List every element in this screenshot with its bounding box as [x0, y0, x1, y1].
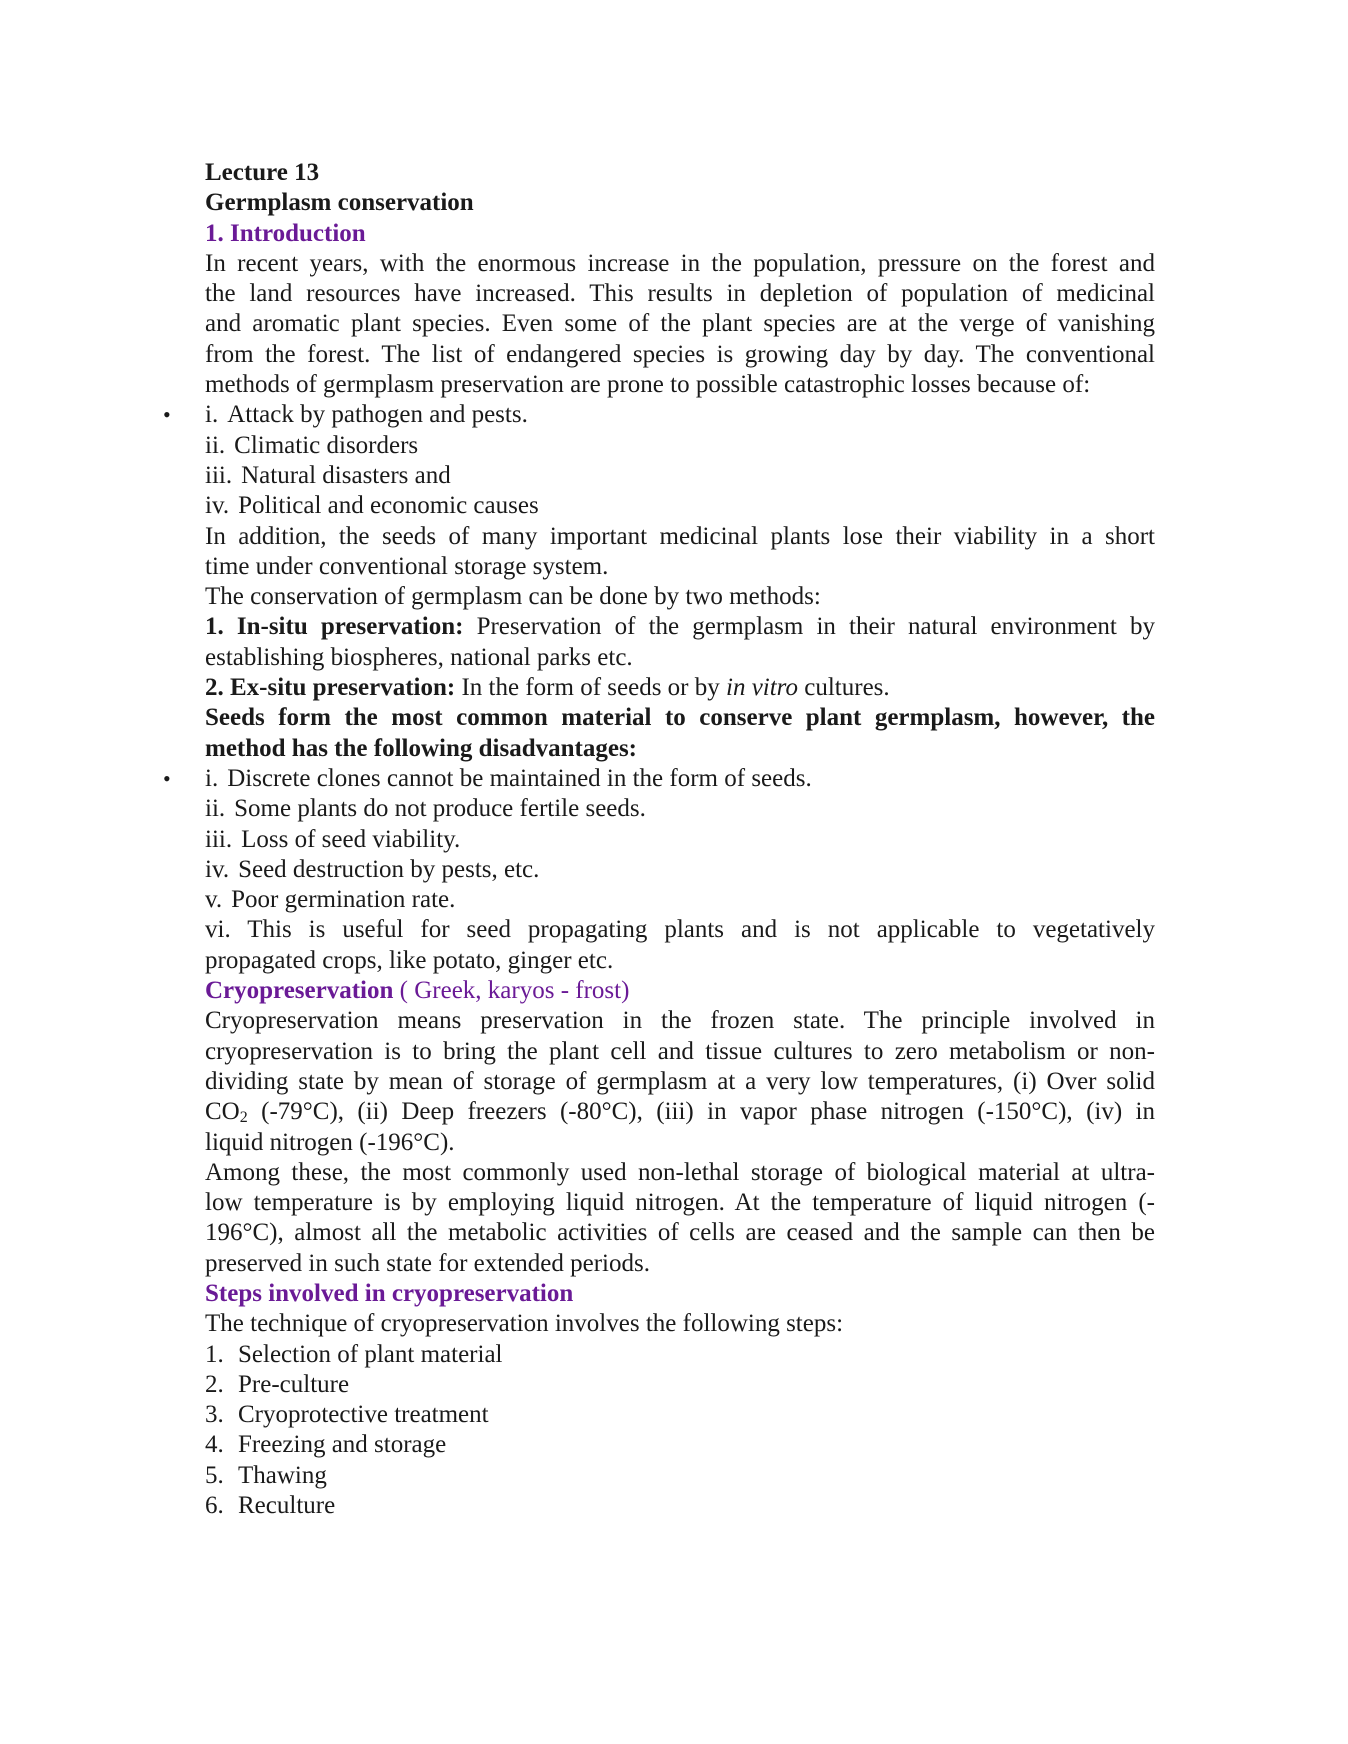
list-item: [205, 855, 1155, 885]
bullet-icon: •: [163, 765, 171, 791]
list-item: [205, 1430, 1155, 1460]
list-text: Pre-culture: [238, 1370, 350, 1398]
text-line: propagated crops, like potato, ginger etc.: [205, 946, 614, 974]
list-item: [205, 885, 1155, 915]
text-line: Cryopreservation means preservation in the frozen state. The principle involved in: [205, 1007, 1155, 1035]
text-line: low temperature is by employing liquid nitrogen. At the temperature of liquid nitrogen (-: [205, 1189, 1155, 1217]
list-number: iii.: [205, 461, 233, 489]
cryo-paragraph-2: [205, 1158, 1155, 1279]
list-number: 3.: [205, 1401, 224, 1429]
page-title: Germplasm conservation: [205, 189, 474, 217]
text-line: cryopreservation is to bring the plant cell and tissue cultures to zero metabolism or non-: [205, 1037, 1155, 1065]
exsitu-method: [205, 673, 1155, 703]
seeds-statement: method has the following disadvantages:: [205, 734, 637, 762]
text-line: Among these, the most commonly used non-lethal storage of biological material at ultra-: [205, 1158, 1155, 1186]
list-number: iv.: [205, 855, 230, 883]
list-item: [205, 1491, 1155, 1521]
exsitu-text-end: cultures.: [798, 674, 890, 702]
co2-subscript: 2: [239, 1109, 248, 1127]
steps-list: [205, 1340, 1155, 1522]
list-item: vi. This is useful for seed propagating plants and is not applicable to vegetatively: [205, 916, 1155, 944]
text-line: the land resources have increased. This results in depletion of population of medicinal: [205, 280, 1155, 308]
causes-list: [163, 400, 1155, 521]
list-item: [205, 825, 1155, 855]
exsitu-text: In the form of seeds or by: [455, 674, 726, 702]
list-text: Attack by pathogen and pests.: [227, 401, 528, 429]
list-number: i.: [205, 401, 219, 429]
steps-intro: The technique of cryopreservation involves the following steps:: [205, 1310, 844, 1338]
bullet-icon: •: [163, 402, 171, 428]
list-item: [205, 1400, 1155, 1430]
list-text: Natural disasters and: [241, 461, 451, 489]
text-line: liquid nitrogen (-196°C).: [205, 1128, 455, 1156]
text-line: [205, 1097, 1155, 1127]
exsitu-label: 2. Ex-situ preservation:: [205, 674, 456, 702]
list-text: Political and economic causes: [238, 492, 539, 520]
intro-paragraph: [205, 249, 1155, 400]
methods-intro: The conservation of germplasm can be done by two methods:: [205, 583, 821, 611]
list-item: [205, 1461, 1155, 1491]
list-text: Freezing and storage: [238, 1431, 447, 1459]
list-text: Thawing: [238, 1461, 327, 1489]
list-item: [205, 1340, 1155, 1370]
list-text: Poor germination rate.: [231, 886, 456, 914]
list-number: iii.: [205, 825, 233, 853]
insitu-text: Preservation of the germplasm in their natural environment by: [463, 613, 1155, 641]
list-text: Discrete clones cannot be maintained in the form of seeds.: [227, 764, 812, 792]
list-number: v.: [205, 886, 223, 914]
cryo-heading-etymology: ( Greek, karyos - frost): [393, 977, 630, 1005]
list-number: 4.: [205, 1431, 224, 1459]
insitu-label: 1. In-situ preservation:: [205, 613, 464, 641]
list-item: [205, 461, 1155, 491]
document-page: [163, 158, 1155, 1521]
text-line: establishing biospheres, national parks etc.: [205, 643, 633, 671]
list-item: [163, 764, 1155, 794]
temperature-list: (-79°C), (ii) Deep freezers (-80°C), (iii) in vapor phase nitrogen (-150°C), (iv) in: [247, 1098, 1155, 1126]
seeds-statement: Seeds form the most common material to conserve plant germplasm, however, the: [205, 704, 1155, 732]
list-item: [205, 1370, 1155, 1400]
list-number: i.: [205, 764, 219, 792]
text-line: In recent years, with the enormous increase in the population, pressure on the forest and: [205, 249, 1155, 277]
list-item: [163, 400, 1155, 430]
list-text: Loss of seed viability.: [241, 825, 461, 853]
text-line: from the forest. The list of endangered species is growing day by day. The conventional: [205, 340, 1155, 368]
list-text: Selection of plant material: [238, 1340, 503, 1368]
cryo-heading-term: Cryopreservation: [205, 977, 394, 1005]
list-text: Cryoprotective treatment: [238, 1401, 489, 1429]
list-number: ii.: [205, 795, 226, 823]
list-number: 2.: [205, 1370, 224, 1398]
list-item: [205, 491, 1155, 521]
intro-heading: 1. Introduction: [205, 219, 366, 247]
lecture-label: Lecture 13: [205, 159, 320, 186]
list-text: Some plants do not produce fertile seeds.: [234, 795, 646, 823]
disadvantages-list: [163, 764, 1155, 976]
in-vitro-term: in vitro: [726, 674, 798, 702]
list-text: Climatic disorders: [234, 431, 419, 459]
text-line: and aromatic plant species. Even some of the plant species are at the verge of vanishing: [205, 310, 1155, 338]
list-number: 6.: [205, 1492, 224, 1520]
steps-heading: Steps involved in cryopreservation: [205, 1279, 574, 1307]
list-number: 1.: [205, 1340, 224, 1368]
text-line: In addition, the seeds of many important medicinal plants lose their viability in a short: [205, 522, 1155, 550]
insitu-method: [205, 612, 1155, 642]
text-line: preserved in such state for extended periods.: [205, 1249, 650, 1277]
co2-formula: CO: [205, 1098, 240, 1126]
cryo-heading: [205, 976, 1155, 1006]
list-text: Seed destruction by pests, etc.: [238, 855, 540, 883]
text-line: methods of germplasm preservation are prone to possible catastrophic losses because of:: [205, 371, 1091, 399]
text-line: dividing state by mean of storage of germplasm at a very low temperatures, (i) Over solid: [205, 1067, 1155, 1095]
text-line: time under conventional storage system.: [205, 552, 609, 580]
list-item: [205, 431, 1155, 461]
list-number: iv.: [205, 492, 230, 520]
list-item: [205, 794, 1155, 824]
text-line: 196°C), almost all the metabolic activities of cells are ceased and the sample can then be: [205, 1219, 1155, 1247]
cryo-paragraph-1: [205, 1006, 1155, 1157]
list-number: ii.: [205, 431, 226, 459]
list-text: Reculture: [238, 1492, 336, 1520]
list-number: 5.: [205, 1461, 224, 1489]
